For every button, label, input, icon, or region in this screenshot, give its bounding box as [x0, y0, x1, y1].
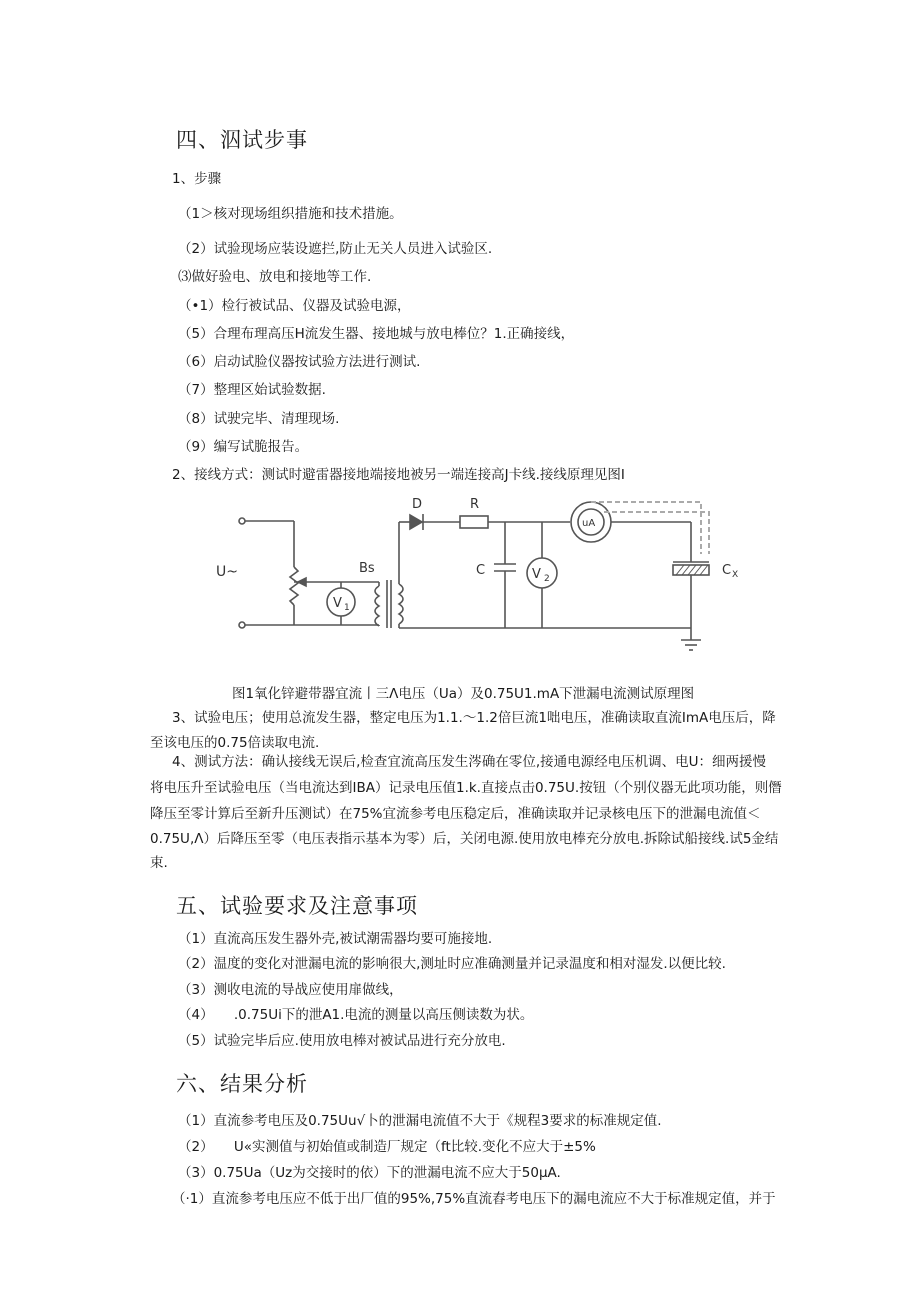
test-method-line-1: 4、测试方法：确认接线无误后,检查宜流高压发生涔确在零位,接通电源经电压机调、电U：细两援慢 [172, 754, 767, 770]
diode-symbol [410, 515, 422, 529]
section-five-title: 五、试验要求及注意事项 [176, 894, 418, 918]
test-voltage-line-2: 至该电压的0.75倍读取电流. [150, 735, 320, 751]
label-v2-sub: 2 [544, 574, 550, 584]
wiring-method-text: 2、接线方式：测试时避雷器接地端接地被另一端连接高J卡线.接线原理见图I [172, 467, 625, 483]
section-six-title: 六、结果分析 [176, 1072, 308, 1096]
label-ua: uA [582, 518, 596, 529]
wiper-arrow [298, 578, 306, 586]
label-r: R [470, 497, 480, 512]
requirement-item: （2）温度的变化对泄漏电流的影响很大,测址时应准确测量并记录温度和相对湿发.以便比较. [178, 956, 726, 972]
step-item: （9）编写试脆报告。 [178, 439, 309, 455]
input-terminal-top [239, 518, 245, 524]
step-item: ⑶做好验电、放电和接地等工作. [178, 269, 372, 285]
step-item: （1＞核对现场组织措施和技术措施。 [178, 206, 403, 222]
variac-resistor [290, 567, 298, 605]
step-item: （5）合理布理高压H流发生器、接地城与放电棒位？1.正确接线， [178, 326, 575, 342]
label-cx: C [722, 563, 732, 578]
step-item: （8）试驶完毕、清理现场. [178, 411, 340, 427]
test-voltage-line-1: 3、试验电压；使用总流发生器，整定电压为1.1.～1.2倍巨流1咄电压，准确读取直流ImA电压后，降 [172, 710, 776, 726]
step-item: （2）试验现场应装设遮拦,防止无关人员进入试验区. [178, 241, 493, 257]
step-item: （•1）检行被试品、仪器及试验电源， [178, 298, 411, 314]
steps-subheading: 1、步骤 [172, 171, 222, 187]
label-d: D [412, 497, 423, 512]
label-cx-sub: X [732, 570, 739, 580]
requirement-item: （3）测收电流的导战应使用扉做线， [178, 982, 403, 998]
input-terminal-bottom [239, 622, 245, 628]
test-method-line-4: 0.75U,Λ）后降压至零（电压表指示基本为零）后，关闭电源.使用放电棒充分放电.拆除试船接线.试5金结 [150, 831, 779, 847]
resistor-r [460, 516, 488, 528]
test-method-line-5: 束. [150, 855, 168, 871]
test-method-line-3: 降压至零计算后至新升压测试）在75%宜流参考电压稳定后，准确读取并记录核电压下的泄漏电流值＜ [150, 806, 761, 822]
requirement-item: （5）试验完毕后应.使用放电棒对被试品进行充分放电. [178, 1033, 506, 1049]
transformer-secondary [399, 584, 403, 624]
transformer-primary [375, 586, 379, 626]
shield-line-inner [604, 512, 709, 554]
label-v2: V [532, 567, 541, 582]
label-u: U~ [216, 564, 238, 580]
analysis-item: （1）直流参考电压及0.75Uu√卜的泄漏电流值不大于《规程3要求的标准规定值. [178, 1113, 662, 1129]
section-four-title: 四、泅试步事 [176, 128, 308, 152]
label-v1: V [333, 596, 342, 611]
step-item: （6）启动试脸仪器按试验方法进行测试. [178, 354, 421, 370]
circuit-diagram [214, 492, 754, 664]
requirement-item: （4） .0.75Ui下的泄A1.电流的测量以高压侧读数为状。 [178, 1007, 534, 1023]
label-c: C [476, 563, 486, 578]
step-item: （7）整理区始试验数据. [178, 382, 326, 398]
analysis-item: （·1）直流参考电压应不低于出厂值的95%,75%直流舂考电压下的漏电流应不大于标准规定值，并于 [172, 1191, 776, 1207]
requirement-item: （1）直流高压发生器外壳,被试潮需器均要可施接地. [178, 931, 493, 947]
figure-caption: 图1氧化锌避带器宜流丨三Λ电压（Ua）及0.75U1.mA下泄漏电流测试原理图 [232, 686, 695, 702]
label-bs: Bs [359, 561, 375, 576]
analysis-item: （2） U«实测值与初始值或制造厂规定（ft比较.变化不应大于±5% [178, 1139, 596, 1155]
label-v1-sub: 1 [344, 603, 350, 613]
analysis-item: （3）0.75Ua（Uz为交接时的依）下的泄漏电流不应大于50μA. [178, 1165, 561, 1181]
test-method-line-2: 将电压升至试验电压（当电流达到IBA）记录电压值1.k.直接点击0.75U.按钮（个别仪器无此项功能，则僭 [150, 780, 782, 796]
